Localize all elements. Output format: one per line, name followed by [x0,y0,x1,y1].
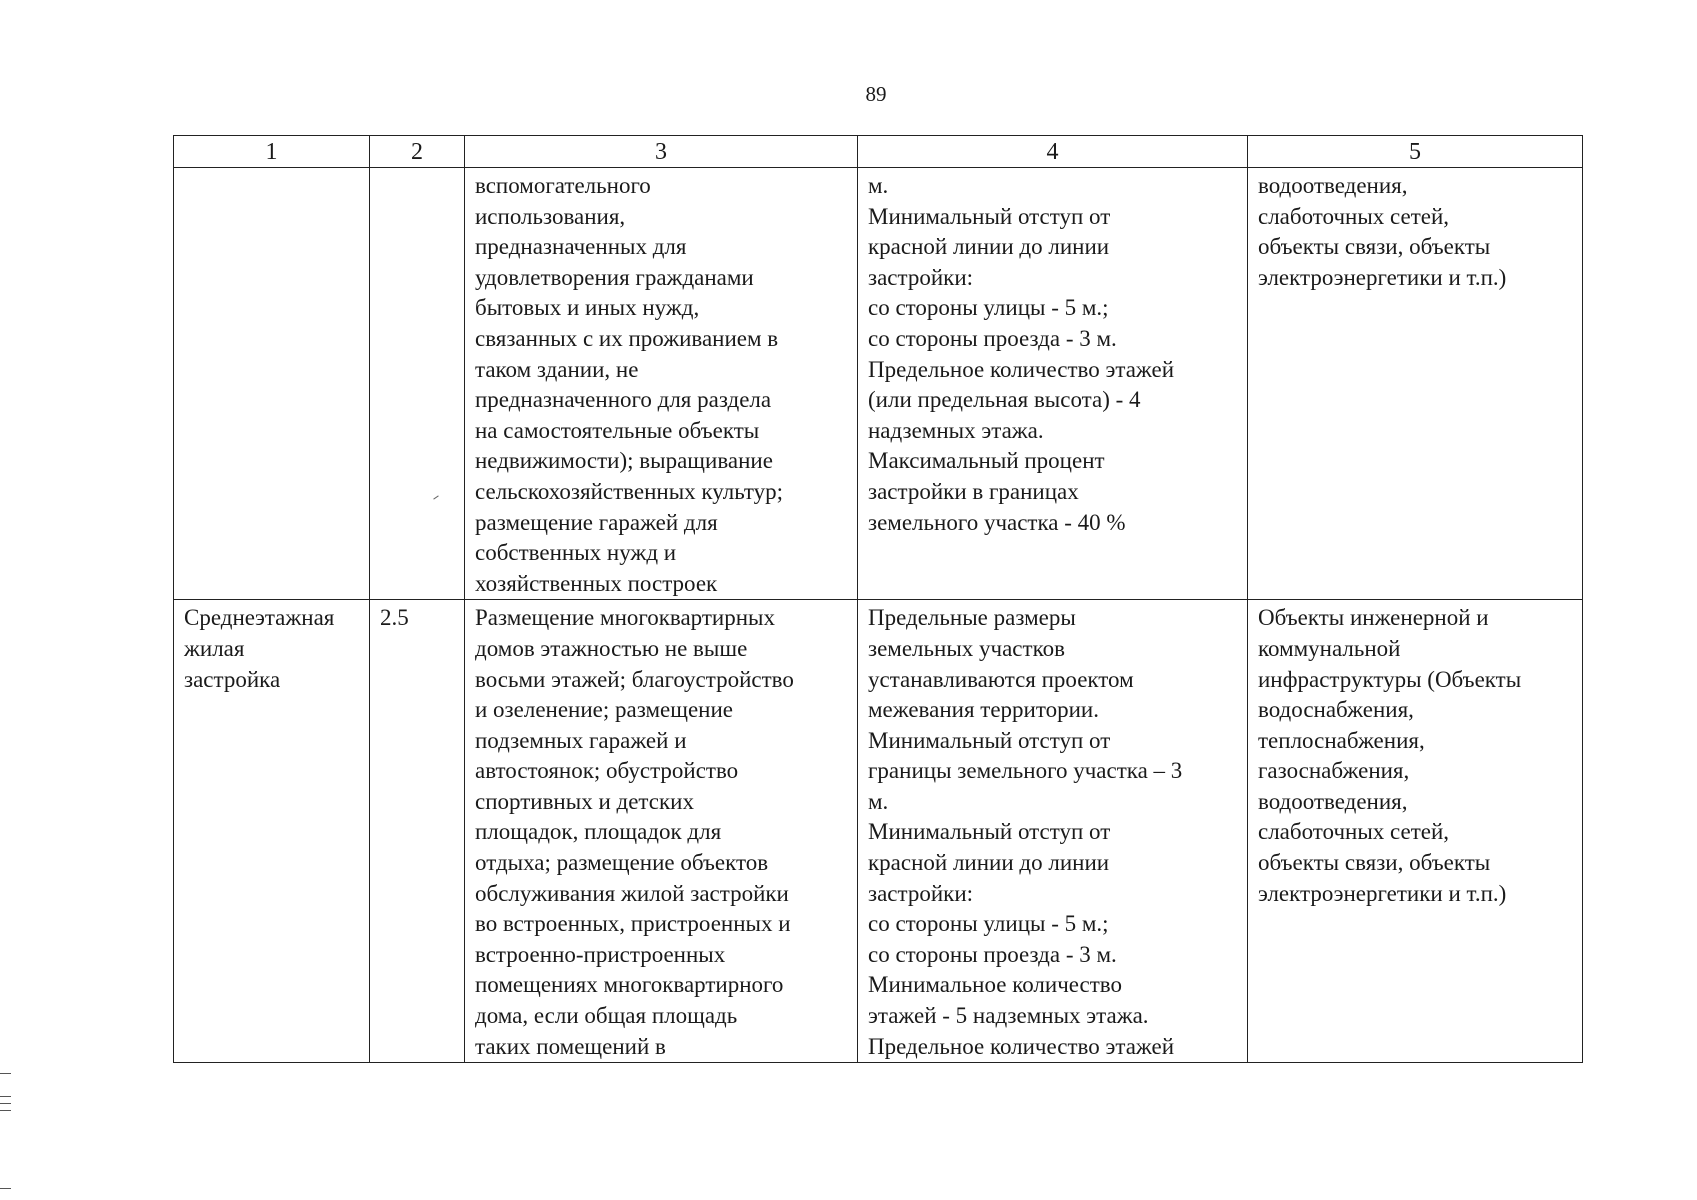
margin-tick-mark [0,1073,11,1074]
column-header-5: 5 [1248,136,1583,168]
cell-use-code: 2.5 [370,600,465,1063]
cell-limit-parameters: м. Минимальный отступ от красной линии до линии застройки: со стороны улицы - 5 м.; со стороны проезда - 3 м. Предельное количество этажей (или предельная высота) - 4 надземных этажа. Максимальный процент застройки в границах земельного участка - 40 % [858,168,1248,600]
table-row [174,600,1583,1063]
cell-limit-parameters: Предельные размеры земельных участков устанавливаются проектом межевания территории. Минимальный отступ от границы земельного участка – 3 м. Минимальный отступ от красной линии до линии застройки: со стороны улицы - 5 м.; со стороны проезда - 3 м. Минимальное количество этажей - 5 надземных этажа. Предельное количество этажей [858,600,1248,1063]
column-header-3: 3 [465,136,858,168]
margin-tick-mark [0,1103,11,1104]
cell-auxiliary-objects: водоотведения, слаботочных сетей, объекты связи, объекты электроэнергетики и т.п.) [1248,168,1583,600]
margin-tick-mark [0,1096,11,1097]
regulations-table [173,135,1583,1063]
margin-tick-mark [0,1110,11,1111]
margin-tick-mark [0,1188,11,1189]
cell-auxiliary-objects: Объекты инженерной и коммунальной инфраструктуры (Объекты водоснабжения, теплоснабжения, газоснабжения, водоотведения, слаботочных сетей, объекты связи, объекты электроэнергетики и т.п.) [1248,600,1583,1063]
cell-use-description: вспомогательного использования, предназначенных для удовлетворения гражданами бытовых и иных нужд, связанных с их проживанием в таком здании, не предназначенного для раздела на самостоятельные объекты недвижимости); выращивание сельскохозяйственных культур; размещение гаражей для собственных нужд и хозяйственных построек [465,168,858,600]
table-row [174,168,1583,600]
table-header-row [174,136,1583,168]
column-header-2: 2 [370,136,465,168]
cell-use-name [174,168,370,600]
page-number: 89 [865,82,887,106]
column-header-4: 4 [858,136,1248,168]
cell-use-code [370,168,465,600]
cell-use-name: Среднеэтажная жилая застройка [174,600,370,1063]
cell-use-description: Размещение многоквартирных домов этажностью не выше восьми этажей; благоустройство и озеленение; размещение подземных гаражей и автостоянок; обустройство спортивных и детских площадок, площадок для отдыха; размещение объектов обслуживания жилой застройки во встроенных, пристроенных и встроенно-пристроенных помещениях многоквартирного дома, если общая площадь таких помещений в [465,600,858,1063]
column-header-1: 1 [174,136,370,168]
